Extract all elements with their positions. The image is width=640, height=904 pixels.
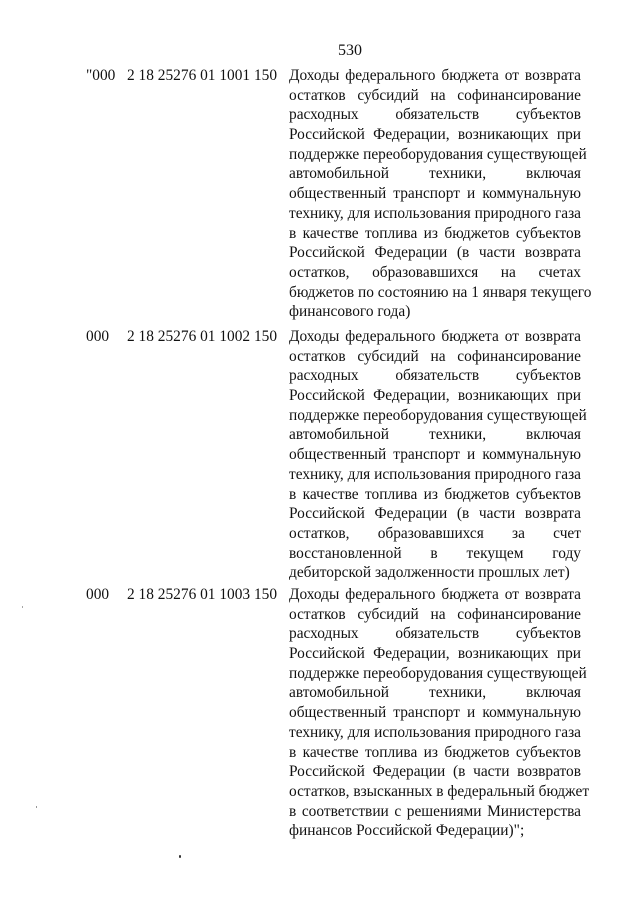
description-line: общественный транспорт и коммунальную [289, 185, 581, 203]
scan-speck [22, 606, 23, 608]
scan-speck [36, 806, 37, 808]
description-line: Доходы федерального бюджета от возврата [289, 586, 581, 603]
scan-speck [179, 855, 181, 858]
description-line: в качестве топлива из бюджетов субъектов [289, 743, 581, 761]
description-line: остатков субсидий на софинансирование [289, 347, 581, 365]
description-line: Российской Федерации, возникающих при [289, 387, 581, 405]
admin-code: 000 [86, 586, 110, 603]
description-line: автомобильной техники, включая [289, 426, 581, 444]
description-line: поддержке переоборудования существующей [289, 664, 587, 682]
description-line: расходных обязательств субъектов [289, 367, 581, 385]
description-line: Российской Федерации (в части возврата [289, 505, 581, 523]
description-line: общественный транспорт и коммунальную [289, 704, 581, 722]
description-line: финансов Российской Федерации)"; [289, 822, 525, 840]
description-line: Российской Федерации, возникающих при [289, 645, 581, 663]
page-number: 530 [338, 42, 362, 59]
entry-description [289, 66, 592, 322]
description-line: автомобильной техники, включая [289, 684, 581, 702]
description-line: остатков субсидий на софинансирование [289, 86, 581, 104]
description-line: расходных обязательств субъектов [289, 106, 581, 124]
description-line: Доходы федерального бюджета от возврата [289, 328, 581, 345]
description-line: остатков, образовавшихся на счетах [289, 263, 581, 281]
description-line: остатков субсидий на софинансирование [289, 605, 581, 623]
description-line: остатков, образовавшихся за счет [289, 524, 581, 542]
description-line: расходных обязательств субъектов [289, 625, 581, 643]
description-line: Доходы федерального бюджета от возврата [289, 67, 581, 84]
entry-description [289, 585, 590, 841]
description-line: восстановленной в текущем году [289, 544, 581, 562]
description-line: автомобильной техники, включая [289, 165, 581, 183]
description-line: Российской Федерации, возникающих при [289, 126, 581, 144]
description-line: поддержке переоборудования существующей [289, 406, 587, 424]
description-line: Российской Федерации (в части возвратов [289, 763, 581, 781]
classification-code: 2 18 25276 01 1001 150 [127, 67, 278, 84]
admin-code: "000 [86, 67, 116, 84]
description-line: в соответствии с решениями Министерства [289, 802, 581, 820]
description-line: технику, для использования природного газа [289, 465, 581, 483]
entry-description [289, 327, 587, 583]
classification-code: 2 18 25276 01 1003 150 [127, 586, 278, 603]
description-line: общественный транспорт и коммунальную [289, 446, 581, 464]
description-line: технику, для использования природного газа [289, 723, 581, 741]
admin-code: 000 [86, 328, 110, 345]
description-line: в качестве топлива из бюджетов субъектов [289, 485, 581, 503]
description-line: поддержке переоборудования существующей [289, 145, 587, 163]
description-line: дебиторской задолженности прошлых лет) [289, 564, 570, 582]
description-line: в качестве топлива из бюджетов субъектов [289, 224, 581, 242]
description-line: технику, для использования природного газа [289, 204, 581, 222]
description-line: остатков, взысканных в федеральный бюджет [289, 782, 590, 800]
classification-code: 2 18 25276 01 1002 150 [127, 328, 278, 345]
description-line: Российской Федерации (в части возврата [289, 244, 581, 262]
description-line: бюджетов по состоянию на 1 января текущего [289, 283, 592, 301]
description-line: финансового года) [289, 303, 411, 321]
